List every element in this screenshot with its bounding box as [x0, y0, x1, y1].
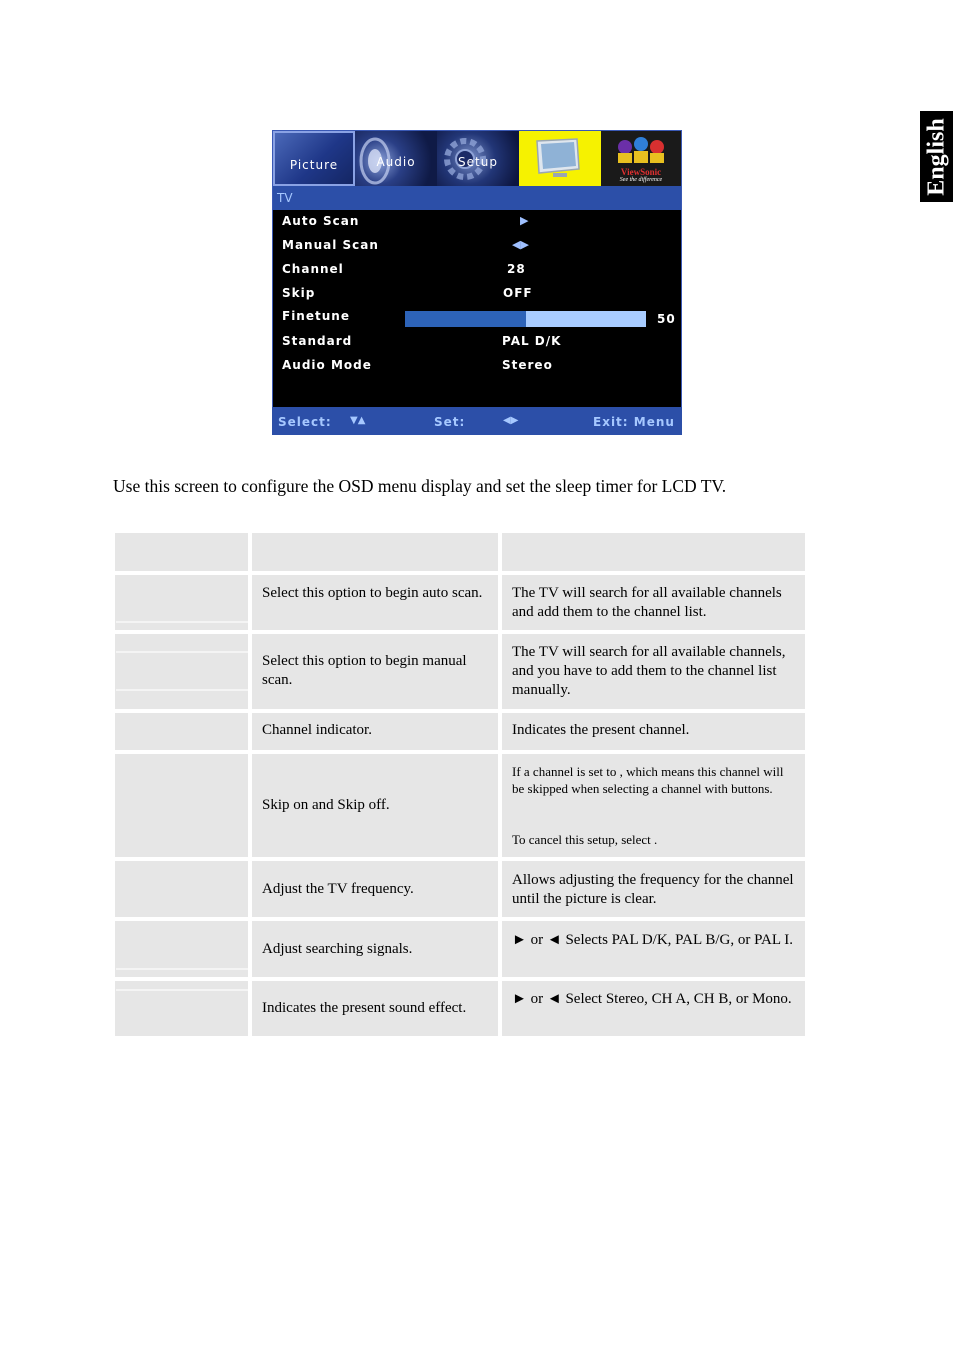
table-row: [252, 634, 498, 709]
intro-paragraph: Use this screen to configure the OSD menu display and set the sleep timer for LCD TV.: [113, 476, 727, 496]
table-row: [502, 921, 805, 977]
finetune-slider[interactable]: [405, 311, 646, 327]
table-row-label-cell: [115, 634, 248, 709]
viewsonic-logo: [601, 131, 681, 186]
row-note: Allows adjusting the frequency for the channel until the picture is clear.: [512, 872, 794, 907]
divider: [116, 651, 248, 653]
table-row: [252, 713, 498, 750]
standard-value: PAL D/K: [502, 334, 562, 348]
tab-audio[interactable]: [355, 131, 437, 186]
osd-item-finetune[interactable]: Finetune: [282, 309, 350, 323]
osd-menu: [272, 130, 682, 435]
footer-exit-label: Exit: Menu: [593, 415, 675, 429]
row-note: ► or ◄ Select Stereo, CH A, CH B, or Mono.: [512, 991, 792, 1007]
row-description: Channel indicator.: [262, 722, 372, 738]
table-row: [252, 981, 498, 1036]
tab-audio-label: Audio: [376, 155, 416, 169]
table-row: [502, 861, 805, 917]
table-row: [502, 575, 805, 630]
table-row-label-cell: [115, 754, 248, 857]
table-row: [502, 634, 805, 709]
logo-brand: ViewSonic: [620, 167, 662, 177]
row-description: Select this option to begin manual scan.: [262, 653, 467, 688]
table-row: [502, 981, 805, 1036]
channel-value: 28: [507, 262, 526, 276]
row-description: Adjust the TV frequency.: [262, 881, 414, 897]
table-header-cell: [502, 533, 805, 571]
row-note: ► or ◄ Selects PAL D/K, PAL B/G, or PAL I.: [512, 932, 793, 948]
row-note: The TV will search for all available channels, and you have to add them to the channel list manually.: [512, 644, 786, 698]
tab-picture[interactable]: [273, 131, 355, 186]
language-tab-label: English: [923, 117, 949, 196]
osd-section-title: TV: [273, 186, 681, 210]
tab-setup-label: Setup: [458, 155, 498, 169]
divider: [116, 689, 248, 691]
table-header-cell: [115, 533, 248, 571]
divider: [116, 621, 248, 623]
divider: [116, 968, 248, 970]
row-description: Select this option to begin auto scan.: [262, 585, 483, 601]
table-row: [252, 575, 498, 630]
right-arrow-icon: ▶: [520, 214, 530, 227]
osd-item-skip[interactable]: Skip: [282, 286, 316, 300]
tab-picture-label: Picture: [289, 158, 339, 172]
tv-monitor-icon: [519, 131, 601, 186]
table-row-label-cell: [115, 861, 248, 917]
audio-mode-value: Stereo: [502, 358, 553, 372]
row-note: If a channel is set to , which means this channel will be skipped when selecting a channel with buttons.: [512, 764, 784, 796]
table-row-label-cell: [115, 713, 248, 750]
osd-tab-bar: [273, 131, 681, 186]
left-right-arrow-icon: ◀▶: [512, 238, 529, 251]
table-row: [252, 921, 498, 977]
osd-footer: [272, 407, 682, 435]
footer-set-label: Set:: [434, 415, 466, 429]
osd-item-manual-scan[interactable]: Manual Scan: [282, 238, 379, 252]
table-row: [252, 754, 498, 857]
finetune-slider-fill: [405, 311, 526, 327]
osd-item-channel[interactable]: Channel: [282, 262, 344, 276]
footer-select-label: Select:: [278, 415, 332, 429]
skip-value: OFF: [503, 286, 533, 300]
row-note-cancel: To cancel this setup, select .: [512, 832, 658, 847]
table-row: [252, 861, 498, 917]
tab-tv[interactable]: [519, 131, 601, 186]
up-down-arrow-icon: ▼▲: [350, 415, 366, 426]
row-description: Indicates the present sound effect.: [262, 1000, 467, 1016]
row-note: The TV will search for all available channels and add them to the channel list.: [512, 585, 782, 620]
row-description: Skip on and Skip off.: [262, 797, 390, 813]
table-row: [502, 754, 805, 857]
osd-item-audio-mode[interactable]: Audio Mode: [282, 358, 372, 372]
osd-item-auto-scan[interactable]: Auto Scan: [282, 214, 360, 228]
table-row: [502, 713, 805, 750]
left-right-arrow-icon: ◀▶: [503, 415, 519, 426]
language-tab: [920, 111, 953, 202]
table-header-cell: [252, 533, 498, 571]
finetune-value: 50: [657, 312, 676, 326]
row-note: Indicates the present channel.: [512, 722, 690, 738]
logo-tagline: See the difference: [619, 177, 663, 183]
osd-item-standard[interactable]: Standard: [282, 334, 353, 348]
divider: [116, 989, 248, 991]
row-description: Adjust searching signals.: [262, 941, 413, 957]
tab-setup[interactable]: [437, 131, 519, 186]
